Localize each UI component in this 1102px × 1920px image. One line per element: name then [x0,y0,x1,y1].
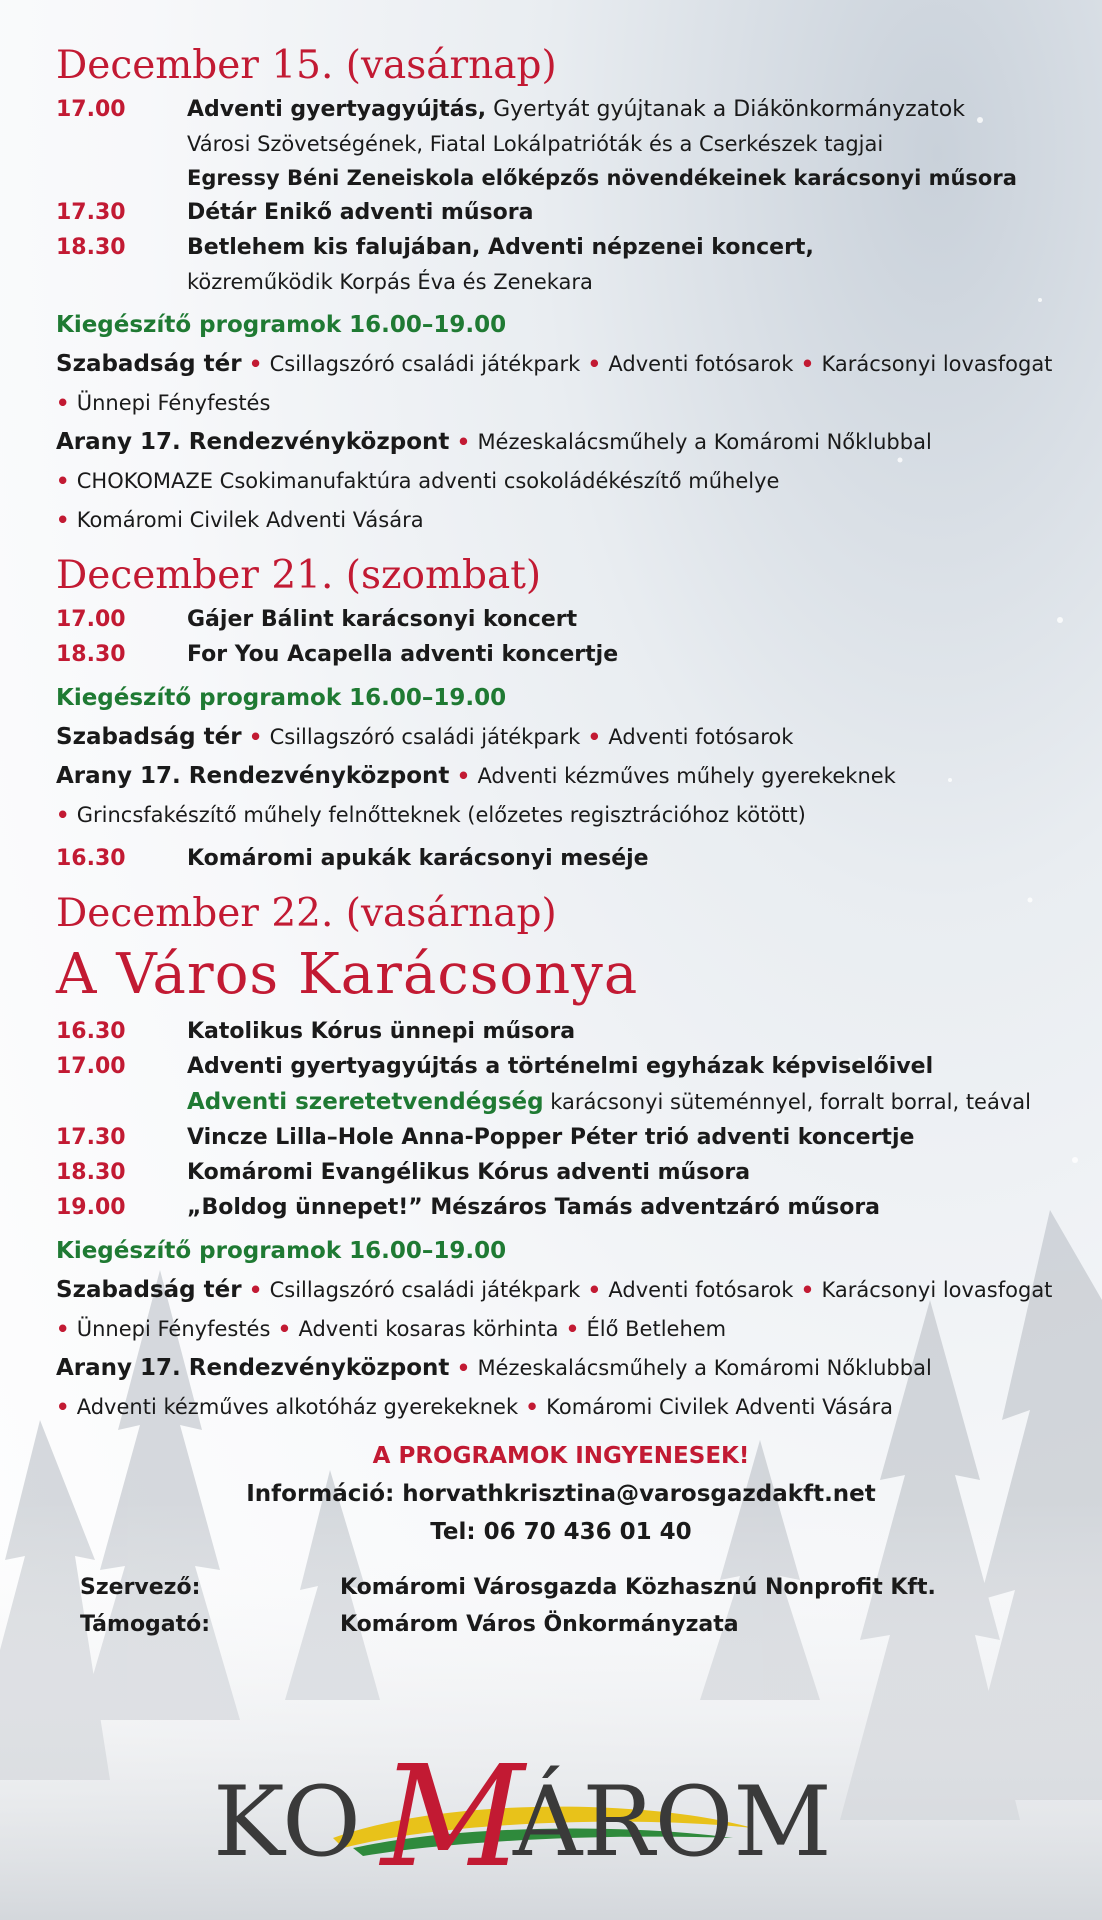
day-heading: December 15. (vasárnap) [56,43,557,88]
day-heading: December 21. (szombat) [56,553,542,598]
event-desc [187,1049,1066,1084]
event-row [56,1049,1066,1084]
location-name: Szabadság tér [56,351,242,377]
extra-programs-heading: Kiegészítő programok 16.00–19.00 [56,685,507,711]
event-desc [187,1190,1066,1225]
event-time: 16.30 [56,846,126,871]
event-desc [187,1120,1066,1155]
event-title: Komáromi apukák karácsonyi meséje [187,846,649,871]
location-line [56,1273,1066,1308]
event-row [56,637,1066,672]
event-title: Gájer Bálint karácsonyi koncert [187,607,578,632]
location-item: Komáromi Civilek Adventi Vására [546,1395,894,1419]
location-item: Mézeskalácsműhely a Komáromi Nőklubbal [477,430,932,454]
location-item: Grincsfakészítő műhely felnőtteknek (előzetes regisztrációhoz kötött) [76,803,806,827]
event-time: 18.30 [56,235,126,260]
event-subline [56,1084,1066,1120]
event-time: 17.30 [56,1125,126,1150]
event-row [56,195,1066,230]
event-row [56,1014,1066,1049]
location-item: Adventi fotósarok [608,725,794,749]
location-name: Szabadság tér [56,1277,242,1303]
location-line [56,347,1066,382]
location-line [56,503,1066,538]
event-row [56,1155,1066,1190]
location-name: Szabadság tér [56,724,242,750]
location-name: Arany 17. Rendezvényközpont [56,1355,450,1381]
organizer-row [56,1569,1066,1606]
location-line [56,720,1066,755]
bullet-icon: • [580,352,609,376]
location-line [56,1351,1066,1386]
bullet-icon: • [793,1278,822,1302]
bullet-icon: • [56,391,77,415]
location-line [56,759,1066,794]
location-line [56,386,1066,421]
logo-text-mid: M [381,1736,525,1890]
komarom-logo [213,1720,853,1890]
event-row [56,602,1066,637]
event-detail: Városi Szövetségének, Fiatal Lokálpatrióták és a Cserkészek tagjai [187,132,884,156]
event-row [56,841,1066,876]
location-name: Arany 17. Rendezvényközpont [56,429,450,455]
bullet-icon: • [56,1395,77,1419]
event-desc [187,637,1066,672]
event-title: Adventi gyertyagyújtás, [187,97,487,122]
event-time: 17.00 [56,607,126,632]
organizer-label: Szervező: [80,1575,201,1600]
event-title: Katolikus Kórus ünnepi műsora [187,1019,576,1044]
event-time: 17.30 [56,200,126,225]
event-highlight: Adventi szeretetvendégség [187,1089,544,1115]
location-item: Ünnepi Fényfestés [76,1317,271,1341]
bullet-icon: • [56,508,77,532]
info-phone: Tel: 06 70 436 01 40 [430,1519,692,1545]
location-item: CHOKOMAZE Csokimanufaktúra adventi csokoládékészítő műhelye [76,469,780,493]
day-heading: December 22. (vasárnap) [56,891,557,936]
location-name: Arany 17. Rendezvényközpont [56,763,450,789]
bullet-icon: • [56,469,77,493]
organizer-name: Komáromi Városgazda Közhasznú Nonprofit Kft. [340,1575,936,1600]
event-time: 17.00 [56,1054,126,1079]
location-item: Karácsonyi lovasfogat [821,352,1053,376]
bullet-icon: • [241,1278,270,1302]
extra-programs-heading: Kiegészítő programok 16.00–19.00 [56,1238,507,1264]
event-desc [187,841,1066,876]
event-title: Betlehem kis falujában, Adventi népzenei koncert, [187,235,814,260]
event-time: 19.00 [56,1195,126,1220]
bullet-icon: • [558,1317,587,1341]
extra-programs-heading: Kiegészítő programok 16.00–19.00 [56,312,507,338]
event-subline [56,127,1066,161]
location-item: Adventi fotósarok [608,1278,794,1302]
event-subline [56,161,1066,195]
location-item: Csillagszóró családi játékpark [269,1278,581,1302]
bullet-icon: • [518,1395,547,1419]
event-row [56,1190,1066,1225]
location-line [56,464,1066,499]
event-time: 16.30 [56,1019,126,1044]
sponsor-name: Komárom Város Önkormányzata [340,1612,739,1637]
event-row [56,1120,1066,1155]
event-detail: közreműködik Korpás Éva és Zenekara [187,270,593,294]
event-row [56,92,1066,127]
location-item: Adventi kézműves alkotóház gyerekeknek [76,1395,519,1419]
location-item: Élő Betlehem [586,1317,727,1341]
day-section [56,40,1066,538]
location-item: Csillagszóró családi játékpark [269,725,581,749]
location-item: Csillagszóró családi játékpark [269,352,581,376]
location-line [56,425,1066,460]
bullet-icon: • [56,803,77,827]
headline: A Város Karácsonya [56,942,639,1007]
day-section [56,550,1066,876]
bullet-icon: • [56,1317,77,1341]
location-item: Adventi fotósarok [608,352,794,376]
event-desc [187,92,1066,127]
sponsor-label: Támogató: [80,1612,211,1637]
location-item: Adventi kézműves műhely gyerekeknek [477,764,896,788]
location-line [56,798,1066,833]
event-desc [187,1155,1066,1190]
sponsor-row [56,1606,1066,1643]
event-detail: karácsonyi süteménnyel, forralt borral, teával [543,1090,1031,1114]
day-section [56,888,1066,1425]
location-item: Adventi kosaras körhinta [298,1317,559,1341]
event-time: 18.30 [56,1160,126,1185]
footer [56,1437,1066,1643]
logo-text-right: ÁROM [513,1766,832,1878]
event-time: 17.00 [56,97,126,122]
program-content [56,40,1066,1643]
event-row [56,230,1066,265]
event-desc [187,230,1066,265]
event-title: For You Acapella adventi koncertje [187,642,619,667]
location-line [56,1390,1066,1425]
event-title: Komáromi Evangélikus Kórus adventi műsora [187,1160,751,1185]
logo-text-left: KO [213,1766,361,1878]
event-title: Adventi gyertyagyújtás a történelmi egyházak képviselőivel [187,1054,934,1079]
info-contact: Információ: horvathkrisztina@varosgazdakft.net [246,1481,876,1507]
event-subline [56,265,1066,299]
bullet-icon: • [449,764,478,788]
event-title: Egressy Béni Zeneiskola előképzős növendékeinek karácsonyi műsora [187,166,1017,190]
location-item: Ünnepi Fényfestés [76,391,271,415]
bullet-icon: • [580,1278,609,1302]
location-item: Mézeskalácsműhely a Komáromi Nőklubbal [477,1356,932,1380]
bullet-icon: • [241,725,270,749]
free-programs-notice: A PROGRAMOK INGYENESEK! [372,1443,750,1469]
event-title: Détár Enikő adventi műsora [187,200,534,225]
event-desc [187,1014,1066,1049]
bullet-icon: • [449,1356,478,1380]
bullet-icon: • [270,1317,299,1341]
bullet-icon: • [580,725,609,749]
event-detail: Gyertyát gyújtanak a Diákönkormányzatok [486,97,965,122]
bullet-icon: • [793,352,822,376]
event-desc [187,195,1066,230]
bullet-icon: • [449,430,478,454]
event-desc [187,602,1066,637]
location-item: Komáromi Civilek Adventi Vására [76,508,424,532]
location-line [56,1312,1066,1347]
event-title: „Boldog ünnepet!” Mészáros Tamás adventzáró műsora [187,1195,881,1220]
event-title: Vincze Lilla–Hole Anna-Popper Péter trió adventi koncertje [187,1125,915,1150]
location-item: Karácsonyi lovasfogat [821,1278,1053,1302]
bullet-icon: • [241,352,270,376]
event-time: 18.30 [56,642,126,667]
